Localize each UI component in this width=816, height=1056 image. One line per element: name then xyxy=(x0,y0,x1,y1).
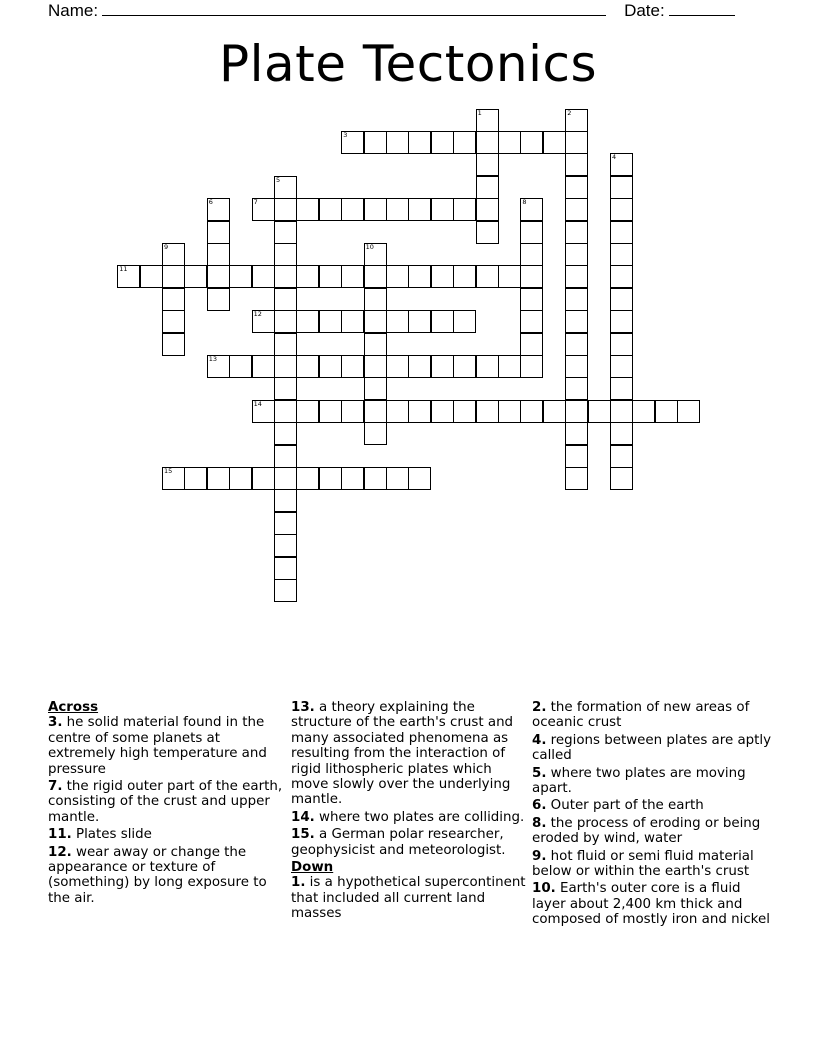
cell-number: 11 xyxy=(119,265,128,274)
crossword-cell[interactable] xyxy=(252,198,275,221)
crossword-cell[interactable] xyxy=(520,400,543,423)
crossword-cell[interactable] xyxy=(520,310,543,333)
crossword-cell[interactable] xyxy=(408,198,431,221)
crossword-cell[interactable] xyxy=(677,400,700,423)
crossword-cell[interactable] xyxy=(610,310,633,333)
clue-text: where two plates are colliding. xyxy=(314,809,525,825)
crossword-cell[interactable] xyxy=(431,198,454,221)
crossword-cell[interactable] xyxy=(162,333,185,356)
clue-text: regions between plates are aptly called xyxy=(532,732,772,764)
clue-text: Outer part of the earth xyxy=(546,798,704,814)
cell-number: 13 xyxy=(208,354,218,363)
crossword-cell[interactable] xyxy=(386,265,409,288)
crossword-cell[interactable] xyxy=(386,310,409,333)
crossword-cell[interactable] xyxy=(274,243,297,266)
crossword-cell[interactable] xyxy=(520,198,543,221)
cell-number: 5 xyxy=(276,175,281,184)
crossword-cell[interactable] xyxy=(296,310,319,333)
clue-text: a German polar researcher, geophysicist and meteorologist. xyxy=(291,827,506,858)
clue-across-11 xyxy=(48,827,284,842)
crossword-cell[interactable] xyxy=(296,265,319,288)
crossword-cell[interactable] xyxy=(162,310,185,333)
crossword-cell[interactable] xyxy=(476,221,499,244)
clue-down-8 xyxy=(532,816,772,847)
crossword-cell[interactable] xyxy=(341,310,364,333)
crossword-cell[interactable] xyxy=(565,109,588,132)
clue-number: 3. xyxy=(48,715,63,731)
crossword-cell[interactable] xyxy=(520,355,543,378)
crossword-cell[interactable] xyxy=(207,355,230,378)
clue-across-3 xyxy=(48,715,284,777)
crossword-cell[interactable] xyxy=(565,400,588,423)
crossword-cell[interactable] xyxy=(498,400,521,423)
crossword-cell[interactable] xyxy=(431,400,454,423)
crossword-cell[interactable] xyxy=(207,243,230,266)
crossword-cell[interactable] xyxy=(610,445,633,468)
crossword-cell[interactable] xyxy=(453,355,476,378)
crossword-cell[interactable] xyxy=(476,131,499,154)
cell-number: 1 xyxy=(477,108,482,117)
crossword-cell[interactable] xyxy=(117,265,140,288)
clue-down-4 xyxy=(532,733,772,764)
clue-text: where two plates are moving apart. xyxy=(532,765,746,797)
cell-number: 12 xyxy=(253,310,262,319)
clue-number: 6. xyxy=(532,798,547,814)
crossword-cell[interactable] xyxy=(565,176,588,199)
date-label: Date: xyxy=(624,1,665,20)
crossword-cell[interactable] xyxy=(274,557,297,580)
crossword-cell[interactable] xyxy=(453,131,476,154)
crossword-cell[interactable] xyxy=(274,579,297,602)
clue-text: the rigid outer part of the earth, consisting of the crust and upper mantle. xyxy=(48,779,283,825)
crossword-cell[interactable] xyxy=(364,198,387,221)
clue-number: 2. xyxy=(532,700,547,715)
crossword-cell[interactable] xyxy=(274,445,297,468)
crossword-cell[interactable] xyxy=(341,467,364,490)
crossword-cell[interactable] xyxy=(610,422,633,445)
crossword-cell[interactable] xyxy=(364,310,387,333)
crossword-cell[interactable] xyxy=(296,400,319,423)
cell-number: 7 xyxy=(253,198,258,207)
crossword-cell[interactable] xyxy=(543,400,566,423)
clue-number: 12. xyxy=(48,844,72,860)
crossword-cell[interactable] xyxy=(319,355,342,378)
clue-text: Plates slide xyxy=(71,827,152,843)
crossword-cell[interactable] xyxy=(431,310,454,333)
crossword-cell[interactable] xyxy=(610,265,633,288)
clue-text: wear away or change the appearance or texture of (something) by long exposure to the air. xyxy=(48,844,267,906)
crossword-cell[interactable] xyxy=(274,310,297,333)
crossword-cell[interactable] xyxy=(207,467,230,490)
crossword-cell[interactable] xyxy=(252,400,275,423)
crossword-cell[interactable] xyxy=(565,198,588,221)
crossword-cell[interactable] xyxy=(610,198,633,221)
crossword-cell[interactable] xyxy=(274,198,297,221)
cell-number: 15 xyxy=(164,466,173,475)
crossword-cell[interactable] xyxy=(229,355,252,378)
crossword-cell[interactable] xyxy=(588,400,611,423)
crossword-cell[interactable] xyxy=(408,467,431,490)
crossword-cell[interactable] xyxy=(386,198,409,221)
crossword-cell[interactable] xyxy=(610,333,633,356)
crossword-cell[interactable] xyxy=(520,288,543,311)
crossword-cell[interactable] xyxy=(565,131,588,154)
crossword-cell[interactable] xyxy=(520,243,543,266)
clue-number: 8. xyxy=(532,815,547,831)
crossword-cell[interactable] xyxy=(207,221,230,244)
crossword-cell[interactable] xyxy=(252,467,275,490)
cell-number: 2 xyxy=(567,108,572,117)
crossword-cell[interactable] xyxy=(565,333,588,356)
crossword-cell[interactable] xyxy=(565,355,588,378)
clue-number: 5. xyxy=(532,765,547,781)
crossword-cell[interactable] xyxy=(364,243,387,266)
crossword-cell[interactable] xyxy=(274,489,297,512)
clue-number: 1. xyxy=(291,875,306,891)
crossword-cell[interactable] xyxy=(364,422,387,445)
crossword-cell[interactable] xyxy=(565,265,588,288)
crossword-cell[interactable] xyxy=(565,221,588,244)
crossword-cell[interactable] xyxy=(252,355,275,378)
cell-number: 3 xyxy=(343,130,348,139)
cell-number: 8 xyxy=(522,198,527,207)
crossword-cell[interactable] xyxy=(610,377,633,400)
clues-column-3 xyxy=(532,700,772,930)
crossword-cell[interactable] xyxy=(364,333,387,356)
clue-down-10 xyxy=(532,881,772,927)
name-label: Name: xyxy=(48,1,99,20)
crossword-cell[interactable] xyxy=(565,377,588,400)
crossword-cell[interactable] xyxy=(610,243,633,266)
crossword-cell[interactable] xyxy=(364,467,387,490)
crossword-cell[interactable] xyxy=(274,221,297,244)
crossword-cell[interactable] xyxy=(162,467,185,490)
crossword-cell[interactable] xyxy=(229,265,252,288)
crossword-cell[interactable] xyxy=(341,265,364,288)
crossword-cell[interactable] xyxy=(431,355,454,378)
clue-number: 14. xyxy=(291,809,315,825)
clue-text: a theory explaining the structure of the earth's crust and many associated phenomena as resulting from the interaction of rigid lithospheric plates which move slowly over the underlying mantle. xyxy=(291,700,514,808)
page-title: Plate Tectonics xyxy=(218,35,598,93)
crossword-cell[interactable] xyxy=(610,467,633,490)
across-heading: Across xyxy=(48,700,99,715)
crossword-cell[interactable] xyxy=(252,265,275,288)
cell-number: 10 xyxy=(365,242,374,251)
crossword-cell[interactable] xyxy=(274,265,297,288)
clue-number: 9. xyxy=(532,848,547,864)
crossword-cell[interactable] xyxy=(476,153,499,176)
clue-down-1 xyxy=(291,875,527,921)
crossword-cell[interactable] xyxy=(431,265,454,288)
crossword-cell[interactable] xyxy=(498,131,521,154)
crossword-cell[interactable] xyxy=(252,310,275,333)
crossword-cell[interactable] xyxy=(476,198,499,221)
crossword-cell[interactable] xyxy=(207,198,230,221)
crossword-cell[interactable] xyxy=(341,198,364,221)
crossword-cell[interactable] xyxy=(565,445,588,468)
crossword-cell[interactable] xyxy=(498,265,521,288)
crossword-cell[interactable] xyxy=(565,153,588,176)
crossword-cell[interactable] xyxy=(341,355,364,378)
crossword-cell[interactable] xyxy=(476,265,499,288)
crossword-cell[interactable] xyxy=(274,355,297,378)
crossword-cell[interactable] xyxy=(184,265,207,288)
crossword-cell[interactable] xyxy=(610,400,633,423)
crossword-cell[interactable] xyxy=(386,400,409,423)
crossword-cell[interactable] xyxy=(476,400,499,423)
crossword-cell[interactable] xyxy=(453,265,476,288)
cell-number: 6 xyxy=(208,198,213,207)
crossword-cell[interactable] xyxy=(207,265,230,288)
crossword-cell[interactable] xyxy=(162,243,185,266)
crossword-cell[interactable] xyxy=(408,131,431,154)
crossword-cell[interactable] xyxy=(520,265,543,288)
clue-text: the formation of new areas of oceanic crust xyxy=(532,700,750,731)
clue-text: the process of eroding or being eroded by wind, water xyxy=(532,815,761,847)
clue-across-7 xyxy=(48,779,284,825)
crossword-cell[interactable] xyxy=(543,131,566,154)
crossword-cell[interactable] xyxy=(476,176,499,199)
crossword-cell[interactable] xyxy=(319,198,342,221)
crossword-cell[interactable] xyxy=(453,400,476,423)
crossword-cell[interactable] xyxy=(296,198,319,221)
crossword-cell[interactable] xyxy=(565,422,588,445)
clue-down-6 xyxy=(532,798,772,813)
crossword-cell[interactable] xyxy=(319,467,342,490)
crossword-cell[interactable] xyxy=(364,288,387,311)
crossword-cell[interactable] xyxy=(610,176,633,199)
crossword-cell[interactable] xyxy=(274,288,297,311)
crossword-cell[interactable] xyxy=(520,221,543,244)
clue-text: he solid material found in the centre of some planets at extremely high temperature and pressure xyxy=(48,715,267,777)
crossword-cell[interactable] xyxy=(274,422,297,445)
crossword-cell[interactable] xyxy=(364,400,387,423)
crossword-cell[interactable] xyxy=(229,467,252,490)
crossword-cell[interactable] xyxy=(364,355,387,378)
crossword-cell[interactable] xyxy=(610,288,633,311)
clues-column-1 xyxy=(48,700,284,908)
crossword-cell[interactable] xyxy=(408,265,431,288)
crossword-cell[interactable] xyxy=(341,131,364,154)
crossword-cell[interactable] xyxy=(364,377,387,400)
crossword-cell[interactable] xyxy=(610,355,633,378)
clue-across-13 xyxy=(291,700,527,808)
crossword-cell[interactable] xyxy=(498,355,521,378)
crossword-cell[interactable] xyxy=(207,288,230,311)
crossword-cell[interactable] xyxy=(296,355,319,378)
clue-across-15 xyxy=(291,827,527,858)
crossword-cell[interactable] xyxy=(453,198,476,221)
crossword-cell[interactable] xyxy=(655,400,678,423)
clue-text: is a hypothetical supercontinent that included all current land masses xyxy=(291,875,526,922)
crossword-cell[interactable] xyxy=(364,265,387,288)
crossword-cell[interactable] xyxy=(565,243,588,266)
clue-down-2 xyxy=(532,700,772,731)
clue-number: 4. xyxy=(532,732,547,748)
crossword-cell[interactable] xyxy=(319,310,342,333)
crossword-cell[interactable] xyxy=(632,400,655,423)
crossword-cell[interactable] xyxy=(274,377,297,400)
crossword-cell[interactable] xyxy=(565,310,588,333)
crossword-cell[interactable] xyxy=(364,131,387,154)
crossword-cell[interactable] xyxy=(520,131,543,154)
crossword-cell[interactable] xyxy=(274,512,297,535)
crossword-cell[interactable] xyxy=(341,400,364,423)
crossword-cell[interactable] xyxy=(610,221,633,244)
crossword-cell[interactable] xyxy=(453,310,476,333)
clue-text: Earth's outer core is a fluid layer about 2,400 km thick and composed of mostly iron and nickel xyxy=(532,881,770,928)
clue-number: 13. xyxy=(291,700,315,715)
crossword-cell[interactable] xyxy=(162,265,185,288)
crossword-cell[interactable] xyxy=(140,265,163,288)
clues-column-2 xyxy=(291,700,527,924)
clue-text: hot fluid or semi fluid material below or within the earth's crust xyxy=(532,848,754,880)
cell-number: 9 xyxy=(164,242,169,251)
down-heading: Down xyxy=(291,860,334,876)
crossword-cell[interactable] xyxy=(386,131,409,154)
crossword-cell[interactable] xyxy=(476,109,499,132)
clue-down-9 xyxy=(532,849,772,880)
crossword-cell[interactable] xyxy=(184,467,207,490)
crossword-cell[interactable] xyxy=(408,355,431,378)
clue-down-5 xyxy=(532,766,772,797)
crossword-cell[interactable] xyxy=(565,467,588,490)
crossword-cell[interactable] xyxy=(610,153,633,176)
crossword-cell[interactable] xyxy=(319,400,342,423)
crossword-cell[interactable] xyxy=(274,400,297,423)
clue-number: 7. xyxy=(48,779,63,795)
crossword-cell[interactable] xyxy=(274,467,297,490)
crossword-cell[interactable] xyxy=(296,467,319,490)
clue-across-14 xyxy=(291,810,527,825)
clue-number: 11. xyxy=(48,827,72,843)
crossword-cell[interactable] xyxy=(408,310,431,333)
clue-number: 15. xyxy=(291,827,315,843)
crossword-cell[interactable] xyxy=(431,131,454,154)
crossword-cell[interactable] xyxy=(162,288,185,311)
crossword-cell[interactable] xyxy=(408,400,431,423)
crossword-cell[interactable] xyxy=(319,265,342,288)
crossword-cell[interactable] xyxy=(565,288,588,311)
crossword-cell[interactable] xyxy=(386,467,409,490)
crossword-cell[interactable] xyxy=(386,355,409,378)
crossword-cell[interactable] xyxy=(274,176,297,199)
clue-across-12 xyxy=(48,845,284,907)
clue-number: 10. xyxy=(532,881,556,897)
crossword-cell[interactable] xyxy=(274,534,297,557)
cell-number: 14 xyxy=(253,399,262,408)
cell-number: 4 xyxy=(612,153,617,162)
crossword-cell[interactable] xyxy=(274,333,297,356)
crossword-cell[interactable] xyxy=(520,333,543,356)
crossword-cell[interactable] xyxy=(476,355,499,378)
